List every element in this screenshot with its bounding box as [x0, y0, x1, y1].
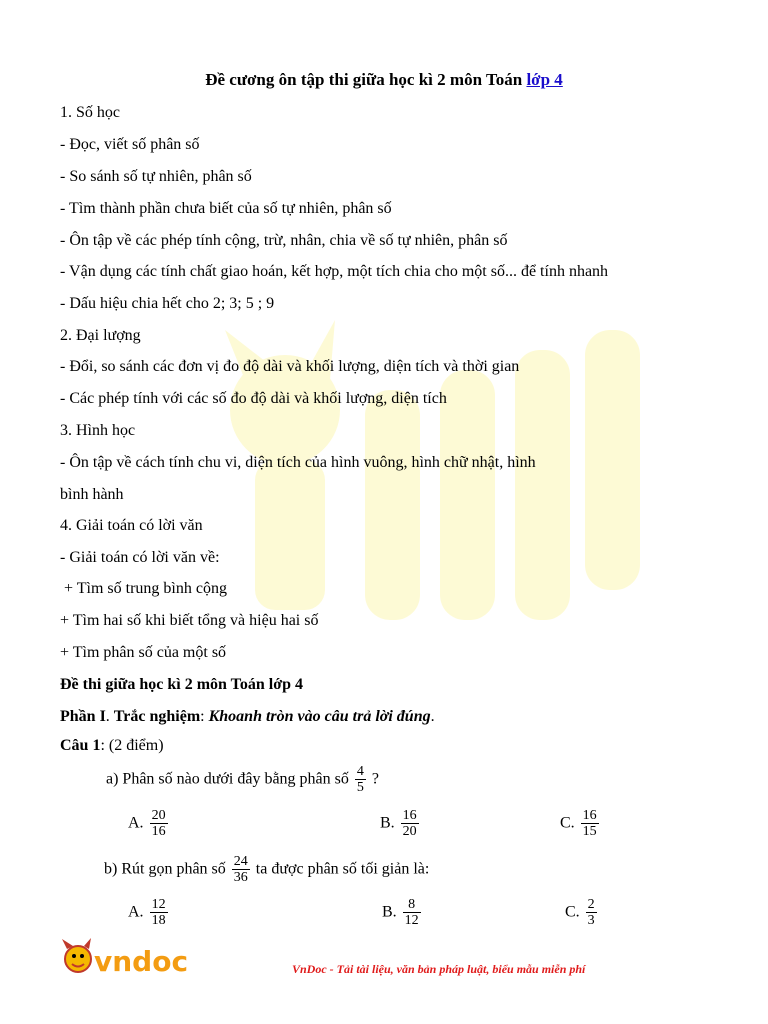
outline-line: - Tìm thành phần chưa biết của số tự nhiên, phân số: [60, 200, 392, 217]
outline-line: - Các phép tính với các số đo độ dài và khối lượng, diện tích: [60, 390, 447, 407]
title-text: Đề cương ôn tập thi giữa học kì 2 môn Toán: [205, 70, 527, 89]
vndoc-mascot-icon: [58, 937, 203, 983]
question-a: [106, 764, 379, 795]
option-fraction: $\frac{2}{3}$: [587, 897, 595, 928]
part1-heading: [60, 708, 435, 726]
qb-fraction: $\frac{24}{36}$: [233, 854, 248, 885]
part1-name: Trắc nghiệm: [113, 708, 201, 725]
qa-option-b[interactable]: B. $\frac{16}{20}$: [380, 808, 417, 839]
outline-line: 1. Số học: [60, 104, 120, 121]
qb-option-b[interactable]: B. $\frac{8}{12}$: [382, 897, 419, 928]
page-title: [0, 70, 768, 90]
qb-suffix: ta được phân số tối giản là:: [255, 860, 430, 878]
qa-suffix: ?: [371, 770, 379, 788]
option-fraction: $\frac{16}{15}$: [582, 808, 597, 839]
grade-link[interactable]: lớp 4: [526, 70, 563, 89]
question-b: [104, 854, 429, 885]
outline-line: - Đọc, viết số phân số: [60, 136, 200, 153]
outline-line: + Tìm số trung bình cộng: [60, 580, 227, 597]
outline-line: 3. Hình học: [60, 422, 136, 439]
qb-prefix: b) Rút gọn phân số: [104, 860, 226, 878]
qa-prefix: a) Phân số nào dưới đây bằng phân số: [106, 770, 349, 788]
option-fraction: $\frac{8}{12}$: [404, 897, 419, 928]
outline-line: - Dấu hiệu chia hết cho 2; 3; 5 ; 9: [60, 295, 275, 312]
part1-sep: .: [105, 708, 114, 725]
outline-line: + Tìm hai số khi biết tổng và hiệu hai số: [60, 612, 319, 629]
outline-line: + Tìm phân số của một số: [60, 644, 227, 661]
outline-line: - Vận dụng các tính chất giao hoán, kết hợp, một tích chia cho một số... để tính nhanh: [60, 263, 609, 280]
option-fraction: $\frac{20}{16}$: [151, 808, 166, 839]
outline-line: 2. Đại lượng: [60, 327, 141, 344]
svg-text:vndoc: vndoc: [94, 945, 189, 978]
vndoc-logo[interactable]: [58, 937, 203, 988]
footer-tagline: VnDoc - Tải tài liệu, văn bản pháp luật, biểu mẫu miễn phí: [292, 962, 586, 976]
option-fraction: $\frac{16}{20}$: [402, 808, 417, 839]
outline-line: - So sánh số tự nhiên, phân số: [60, 168, 252, 185]
option-fraction: $\frac{12}{18}$: [151, 897, 166, 928]
qb-option-c[interactable]: C. $\frac{2}{3}$: [565, 897, 595, 928]
part1-colon: :: [200, 708, 209, 725]
qa-fraction: $\frac{4}{5}$: [356, 764, 364, 795]
outline-line: 4. Giải toán có lời văn: [60, 517, 203, 534]
qa-option-a[interactable]: A. $\frac{20}{16}$: [128, 808, 166, 839]
q1-points: : (2 điểm): [100, 737, 164, 754]
qa-option-c[interactable]: C. $\frac{16}{15}$: [560, 808, 597, 839]
outline-line: - Đổi, so sánh các đơn vị đo độ dài và khối lượng, diện tích và thời gian: [60, 358, 520, 375]
part1-end: .: [430, 708, 435, 725]
outline-line: - Giải toán có lời văn về:: [60, 549, 220, 566]
part1-instruction: Khoanh tròn vào câu trả lời đúng: [208, 708, 431, 725]
qb-option-a[interactable]: A. $\frac{12}{18}$: [128, 897, 166, 928]
outline-line: - Ôn tập về các phép tính cộng, trừ, nhân, chia về số tự nhiên, phân số: [60, 232, 508, 249]
outline-line: - Ôn tập về cách tính chu vi, diện tích của hình vuông, hình chữ nhật, hình: [60, 454, 536, 471]
question-1-heading: [60, 737, 164, 755]
q1-label: Câu 1: [60, 737, 101, 754]
exam-title: Đề thi giữa học kì 2 môn Toán lớp 4: [60, 676, 303, 693]
part1-label: Phần I: [60, 708, 106, 725]
outline-line: bình hành: [60, 486, 124, 503]
